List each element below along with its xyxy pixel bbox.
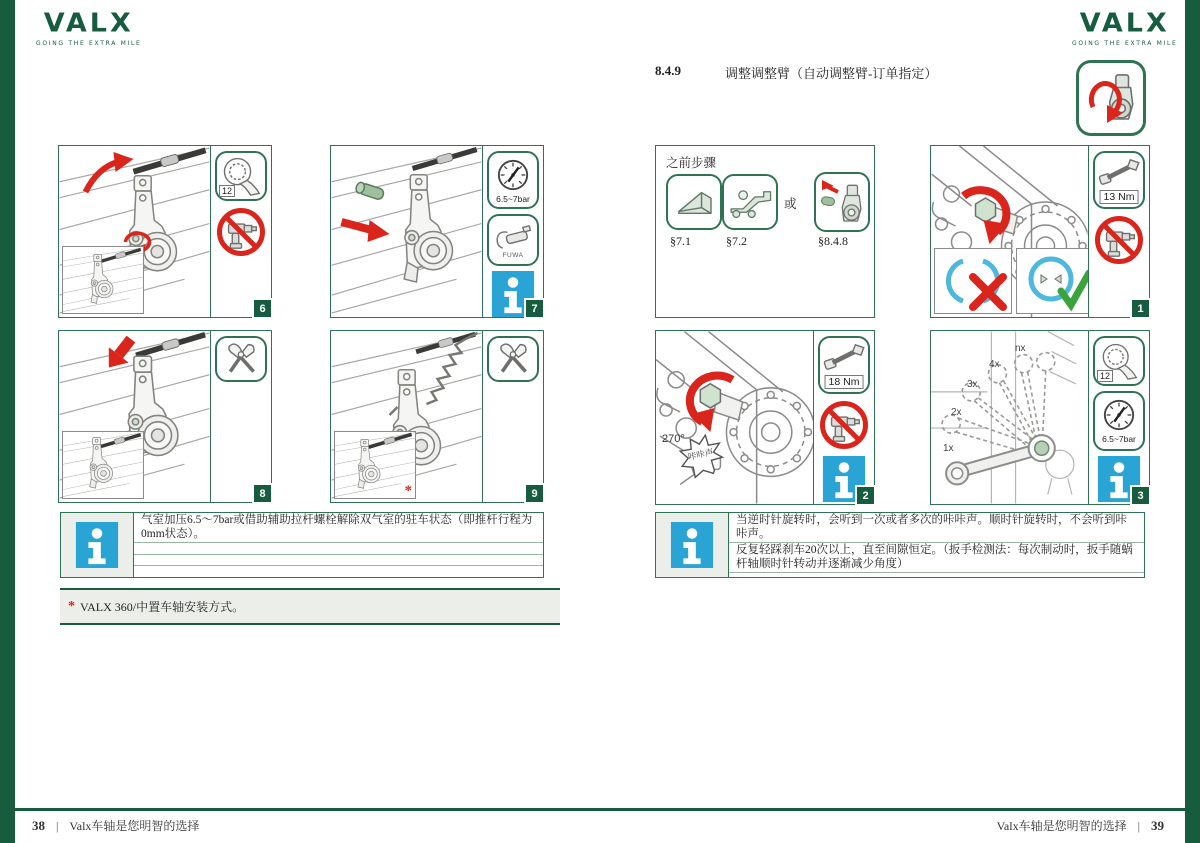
wrench-count-nx: nx	[1015, 343, 1026, 354]
detail-inset	[334, 431, 416, 499]
spanner-size-label: 12	[219, 185, 235, 197]
angle-label: 270°	[662, 433, 685, 445]
pressure-gauge-icon	[487, 151, 539, 209]
ring-spanner-icon	[215, 151, 267, 201]
tools-step-9	[482, 331, 543, 502]
tools-step-1	[1088, 146, 1149, 317]
valx-logo-right	[1072, 10, 1178, 47]
or-label: 或	[784, 197, 797, 211]
illustration-step-2	[656, 331, 813, 504]
panel-prerequisites	[655, 145, 875, 318]
pressure-value: 6.5~7bar	[1102, 434, 1136, 444]
detail-inset	[62, 246, 144, 314]
footer-slogan: Valx车轴是您明智的选择	[996, 819, 1127, 833]
step-badge: 7	[524, 298, 545, 319]
section-adjuster-icon	[1076, 60, 1146, 136]
footer-rule	[15, 808, 1185, 811]
no-impact-wrench-icon	[1093, 214, 1145, 266]
brand-name: VALX	[1079, 8, 1170, 39]
brand-name: VALX	[43, 8, 134, 39]
footnote-star-marker: *	[404, 483, 412, 499]
torque-value: 13 Nm	[1100, 190, 1139, 204]
illustration-step-8	[59, 331, 210, 502]
footer-right	[997, 817, 1164, 834]
right-edge-bar	[1185, 0, 1200, 843]
rotation-compare-insets	[934, 248, 1088, 314]
footer-divider: |	[56, 819, 59, 833]
illustration-step-1	[931, 146, 1088, 317]
adjuster-install-icon	[814, 172, 870, 232]
section-number: 8.4.9	[655, 63, 681, 78]
panel-step-8	[58, 330, 272, 503]
ring-spanner-icon	[1093, 336, 1145, 386]
illustration-step-6	[59, 146, 210, 317]
panel-step-9	[330, 330, 544, 503]
torque-value: 18 Nm	[825, 375, 864, 389]
wrench-count-3x: 3x	[967, 379, 978, 390]
prerequisites-content	[656, 146, 874, 317]
brand-tagline: GOING THE EXTRA MILE	[36, 40, 142, 47]
grease-gun-icon	[487, 214, 539, 266]
step-badge: 8	[252, 483, 273, 504]
illustration-step-9	[331, 331, 482, 502]
left-info-box	[60, 512, 544, 578]
info-row	[134, 566, 543, 577]
page-number-left: 38	[32, 818, 45, 833]
tools-step-2	[813, 331, 874, 504]
info-row: 反复轻踩刹车20次以上，直至间隙恒定。（扳手检测法：每次制动时，扳手随蜗杆轴顺时针转动并逐渐减少角度）	[729, 543, 1144, 573]
wrench-count-1x: 1x	[943, 443, 954, 454]
detail-inset	[62, 431, 144, 499]
footnote-text: VALX 360/中置车轴安装方式。	[80, 600, 245, 614]
illustration-step-7	[331, 146, 482, 317]
footnote	[60, 588, 560, 625]
brand-tagline: GOING THE EXTRA MILE	[1072, 40, 1178, 47]
spanner-size-label: 12	[1097, 370, 1113, 382]
circlip-pliers-icon	[215, 336, 267, 382]
info-row	[134, 543, 543, 555]
panel-step-1	[930, 145, 1150, 318]
wrench-count-4x: 4x	[989, 359, 1000, 370]
info-row: 气室加压6.5～7bar或借助辅助拉杆螺栓解除双气室的驻车状态（即推杆行程为0mm状态）。	[134, 513, 543, 543]
panel-step-3	[930, 330, 1150, 505]
right-info-box	[655, 512, 1145, 578]
info-icon	[75, 522, 119, 568]
step-badge: 9	[524, 483, 545, 504]
no-impact-wrench-icon	[818, 399, 870, 451]
correct-rotation-inset	[1016, 248, 1088, 314]
grease-brand-label: FUWA	[502, 251, 524, 259]
footnote-star: *	[68, 598, 75, 614]
tools-step-8	[210, 331, 271, 502]
wheel-chock-icon	[666, 174, 722, 230]
step-badge: 6	[252, 298, 273, 319]
panel-step-6	[58, 145, 272, 318]
trolley-jack-icon	[722, 174, 778, 230]
sound-label: 咔咔声	[687, 446, 715, 462]
footer-slogan: Valx车轴是您明智的选择	[69, 819, 200, 833]
tools-step-7	[482, 146, 543, 317]
page-number-right: 39	[1151, 818, 1164, 833]
sound-starburst	[680, 435, 722, 477]
panel-step-2	[655, 330, 875, 505]
footer-left	[32, 817, 199, 834]
info-row	[134, 555, 543, 567]
panel-step-7	[330, 145, 544, 318]
pressure-gauge-icon	[1093, 391, 1145, 451]
info-icon	[670, 522, 714, 568]
step-badge: 3	[1130, 485, 1151, 506]
torque-wrench-icon	[1093, 151, 1145, 209]
info-row	[729, 573, 1144, 578]
valx-logo-left	[36, 10, 142, 47]
ref-7-1: §7.1	[670, 234, 691, 248]
ref-8-4-8: §8.4.8	[818, 234, 848, 248]
wrench-count-2x: 2x	[951, 407, 962, 418]
torque-wrench-icon	[818, 336, 870, 394]
prerequisites-title: 之前步骤	[666, 156, 717, 170]
illustration-step-3	[931, 331, 1088, 504]
info-icon-cell	[656, 513, 729, 577]
left-edge-bar	[0, 0, 15, 843]
no-impact-wrench-icon	[215, 206, 267, 258]
circlip-pliers-icon	[487, 336, 539, 382]
step-badge: 1	[1130, 298, 1151, 319]
tools-step-3	[1088, 331, 1149, 504]
wrong-rotation-inset	[934, 248, 1012, 314]
tools-step-6	[210, 146, 271, 317]
footer-divider: |	[1137, 819, 1140, 833]
clevis-pin	[355, 181, 385, 200]
section-heading	[655, 63, 937, 82]
pressure-value: 6.5~7bar	[496, 194, 530, 204]
info-row: 当逆时针旋转时，会听到一次或者多次的咔咔声。顺时针旋转时，不会听到咔咔声。	[729, 513, 1144, 543]
info-icon-cell	[61, 513, 134, 577]
section-title: 调整调整臂（自动调整臂-订单指定）	[725, 66, 938, 81]
ref-7-2: §7.2	[726, 234, 747, 248]
step-badge: 2	[855, 485, 876, 506]
